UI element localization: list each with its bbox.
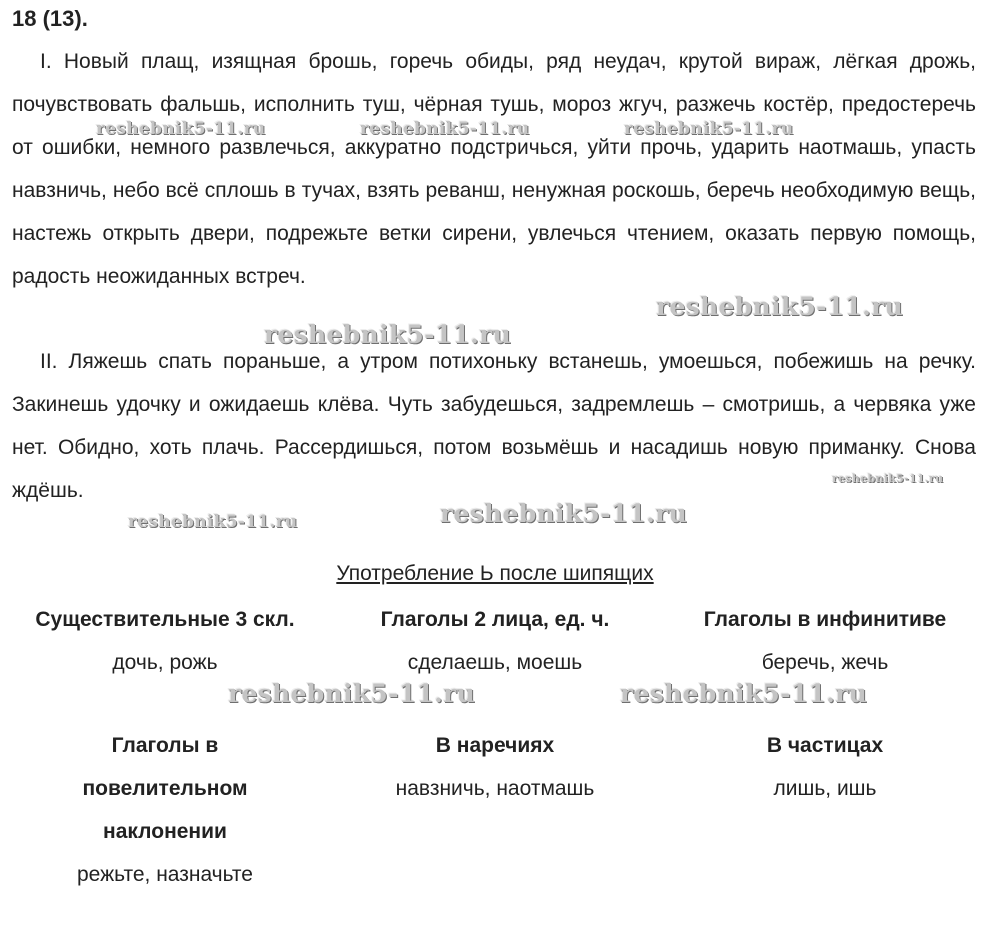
category-examples: режьте, назначьте [77,863,253,886]
category-examples: навзничь, наотмашь [395,777,595,800]
category-examples: лишь, ишь [773,777,877,800]
watermark: reshebnik5-11.ru [96,119,266,139]
category-header: В частицах [766,734,884,757]
exercise-number: 18 (13). [12,6,88,31]
exercise-part-2: II. Ляжешь спать пораньше, а утром потихоньку встанешь, умоешься, побежишь на речку. Закинешь удочку и ожидаешь клёва. Чуть забудешься, задремлешь – смотришь, а червяка уже нет. Обидно, хоть плачь. Рассердишься, потом возьмёшь и насадишь новую приманку. Снова ждёшь. [12,350,976,502]
category-header: Глаголы в повелительном наклонении [82,734,248,843]
category-infinitive [660,598,990,684]
watermark: reshebnik5-11.ru [228,679,476,708]
category-header: Глаголы в инфинитиве [703,608,947,631]
category-adverbs [330,724,660,810]
table-title: Употребление Ь после шипящих [336,562,654,585]
watermark: reshebnik5-11.ru [128,512,298,532]
category-imperative [40,724,290,896]
category-examples: дочь, рожь [112,651,218,674]
watermark: reshebnik5-11.ru [440,499,688,528]
watermark: reshebnik5-11.ru [360,119,530,139]
category-nouns [0,598,330,684]
category-verbs-2nd-person [330,598,660,684]
category-particles [660,724,990,810]
category-examples: беречь, жечь [761,651,889,674]
watermark: reshebnik5-11.ru [624,119,794,139]
category-header: Глаголы 2 лица, ед. ч. [380,608,610,631]
category-examples: сделаешь, моешь [407,651,583,674]
watermark: reshebnik5-11.ru [264,320,512,349]
category-header: В наречиях [435,734,555,757]
watermark: reshebnik5-11.ru [832,472,944,485]
exercise-part-1: I. Новый плащ, изящная брошь, горечь обиды, ряд неудач, крутой вираж, лёгкая дрожь, почувствовать фальшь, исполнить туш, чёрная тушь, мороз жгуч, разжечь костёр, предостеречь от ошибки, немного развлечься, аккуратно подстричься, уйти прочь, ударить наотмашь, упасть навзничь, небо всё сплошь в тучах, взять реванш, ненужная роскошь, беречь необходимую вещь, настежь открыть двери, подрежьте ветки сирени, увлечься чтением, оказать первую помощь, радость неожиданных встреч. [12,50,976,288]
category-header: Существительные 3 скл. [35,608,295,631]
watermark: reshebnik5-11.ru [656,292,904,321]
watermark: reshebnik5-11.ru [620,679,868,708]
